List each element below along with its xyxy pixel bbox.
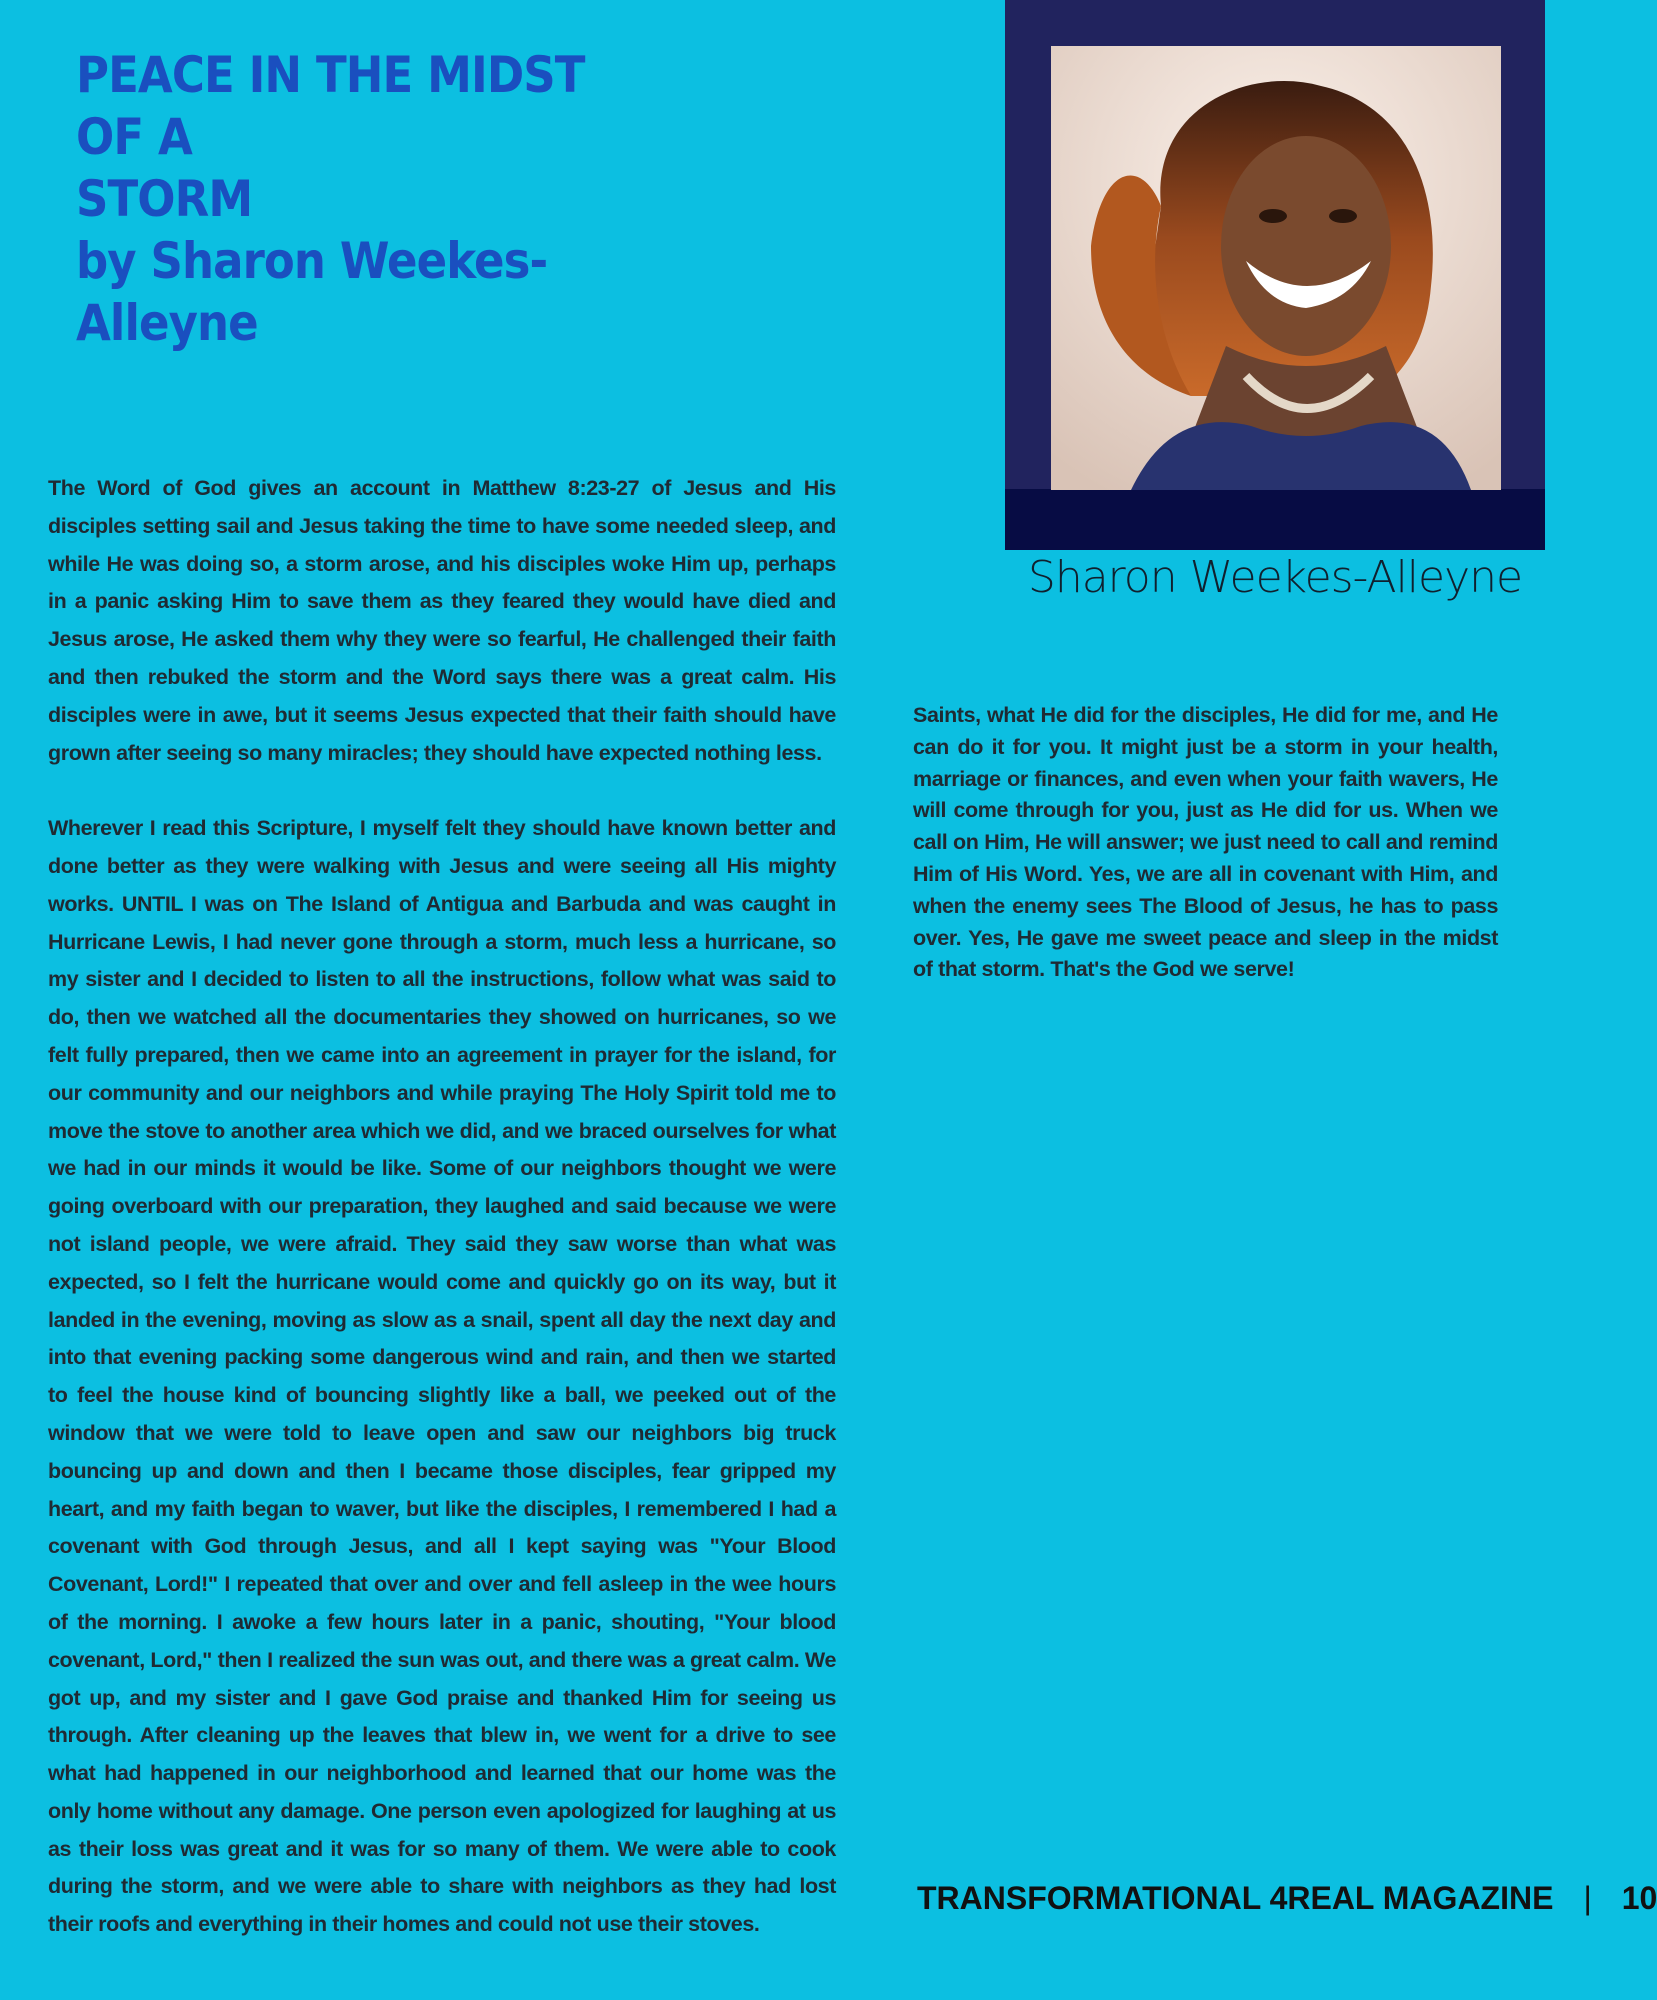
- author-photo-panel: [1005, 0, 1545, 550]
- title-line-2: STORM: [76, 170, 253, 228]
- footer-separator: |: [1583, 1880, 1592, 1916]
- article-paragraph-2: Wherever I read this Scripture, I myself felt they should have known better and done better as they were walking with Jesus and were seeing all His mighty works. UNTIL I was on The Island of Antigua and Barbuda and was caught in Hurricane Lewis, I had never gone through a storm, much less a hurricane, so my sister and I decided to listen to all the instructions, follow what was said to do, then we watched all the documentaries they showed on hurricanes, so we felt fully prepared, then we came into an agreement in prayer for the island, for our community and our neighbors and while praying The Holy Spirit told me to move the stove to another area which we did, and we braced ourselves for what we had in our minds it would be like. Some of our neighbors thought we were going overboard with our preparation, they laughed and said because we were not island people, we were afraid. They said they saw worse than what was expected, so I felt the hurricane would come and quickly go on its way, but it landed in the evening, moving as slow as a snail, spent all day the next day and into that evening packing some dangerous wind and rain, and then we started to feel the house kind of bouncing slightly like a ball, we peeked out of the window that we were told to leave open and saw our neighbors big truck bouncing up and down and then I became those disciples, fear gripped my heart, and my faith began to waver, but like the disciples, I remembered I had a covenant with God through Jesus, and all I kept saying was "Your Blood Covenant, Lord!" I repeated that over and over and fell asleep in the wee hours of the morning. I awoke a few hours later in a panic, shouting, "Your blood covenant, Lord," then I realized the sun was out, and there was a great calm. We got up, and my sister and I gave God praise and thanked Him for seeing us through. After cleaning up the leaves that blew in, we went for a drive to see what had happened in our neighborhood and learned that our home was the only home without any damage. One person even apologized for laughing at us as their loss was great and it was for so many of them. We were able to cook during the storm, and we were able to share with neighbors as they had lost their roofs and everything in their homes and could not use their stoves.: [48, 816, 836, 1937]
- title-line-1: PEACE IN THE MIDST OF A: [76, 46, 585, 166]
- article-paragraph-3: Saints, what He did for the disciples, He did for me, and He can do it for you. It might just be a storm in your health, marriage or finances, and even when your faith wavers, He will come through for you, just as He did for us. When we call on Him, He will answer; we just need to call and remind Him of His Word. Yes, we are all in covenant with Him, and when the enemy sees The Blood of Jesus, he has to pass over. Yes, He gave me sweet peace and sleep in the midst of that storm. That's the God we serve!: [913, 703, 1498, 982]
- article-paragraph-1: The Word of God gives an account in Matthew 8:23-27 of Jesus and His disciples setting sail and Jesus taking the time to have some needed sleep, and while He was doing so, a storm arose, and his disciples woke Him up, perhaps in a panic asking Him to save them as they feared they would have died and Jesus arose, He asked them why they were so fearful, He challenged their faith and then rebuked the storm and the Word says there was a great calm. His disciples were in awe, but it seems Jesus expected that their faith should have grown after seeing so many miracles; they should have expected nothing less.: [48, 476, 836, 765]
- main-text-column: [48, 470, 836, 1982]
- page-number: 10: [1621, 1880, 1657, 1916]
- photo-panel-strip: [1005, 489, 1545, 550]
- byline: by Sharon Weekes-Alleyne: [76, 232, 548, 352]
- article-title: [76, 44, 652, 354]
- side-text-column: [913, 700, 1498, 986]
- page-footer: [917, 1870, 1657, 1926]
- magazine-name: TRANSFORMATIONAL 4REAL MAGAZINE: [917, 1880, 1554, 1916]
- author-portrait: [1051, 46, 1501, 490]
- photo-caption: Sharon Weekes-Alleyne: [1027, 552, 1523, 603]
